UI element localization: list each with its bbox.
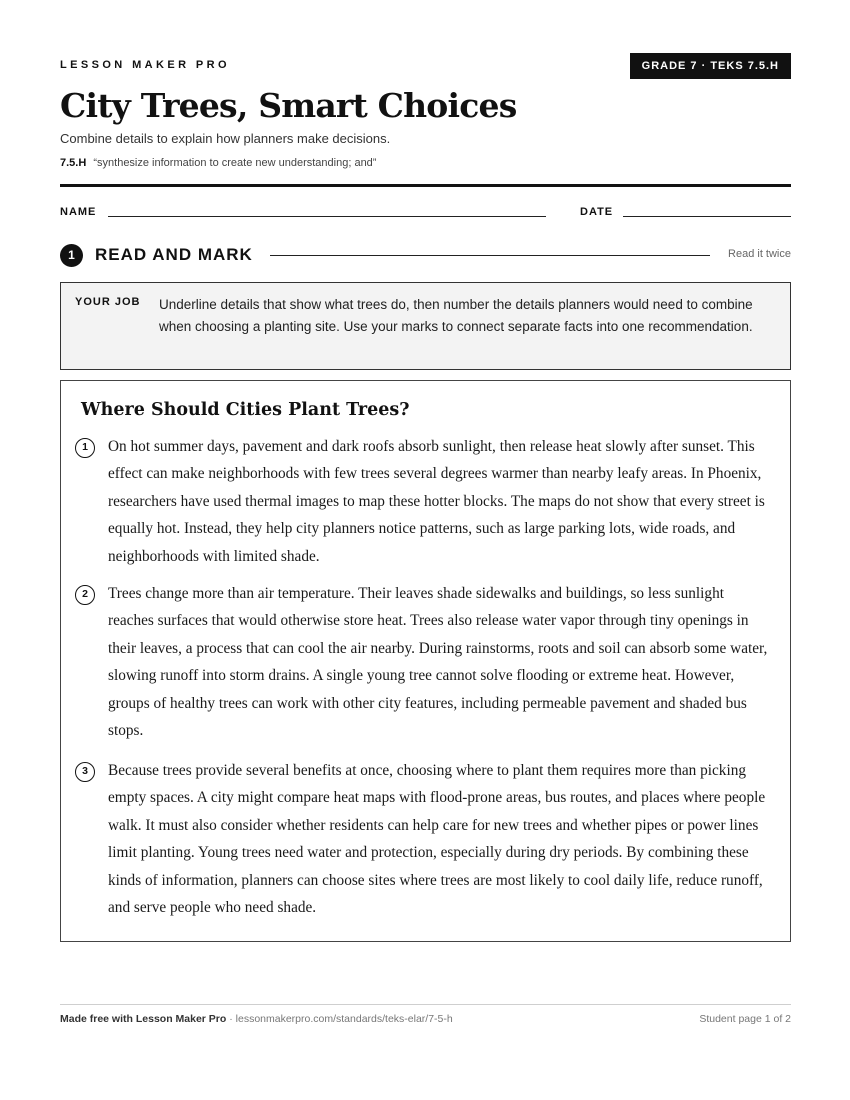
passage-title: Where Should Cities Plant Trees? <box>81 400 410 420</box>
name-label: NAME <box>60 206 97 218</box>
page-subtitle: Combine details to explain how planners make decisions. <box>60 131 391 146</box>
footer-maker: Made free with Lesson Maker Pro <box>60 1013 227 1025</box>
page-title: City Trees, Smart Choices <box>60 86 517 125</box>
name-field[interactable] <box>108 216 546 217</box>
footer-page-number: Student page 1 of 2 <box>699 1013 791 1025</box>
job-text: Underline details that show what trees do, then number the details planners would need to combine when choosing a planting site. Use your marks to connect separate facts into one recommendation. <box>159 297 753 334</box>
section-note: Read it twice <box>728 248 791 260</box>
reading-passage <box>60 380 791 942</box>
standard-line <box>60 157 376 169</box>
grade-badge: GRADE 7 · TEKS 7.5.H <box>630 53 791 79</box>
date-label: DATE <box>580 206 614 218</box>
job-label: YOUR JOB <box>75 296 141 308</box>
standard-code: 7.5.H <box>60 157 87 169</box>
worksheet-page <box>60 0 791 1100</box>
footer-credit <box>60 1013 453 1025</box>
paragraph-number: 3 <box>75 762 95 782</box>
section-title: READ AND MARK <box>95 245 253 264</box>
paragraph-number: 2 <box>75 585 95 605</box>
header-divider <box>60 184 791 187</box>
date-field[interactable] <box>623 216 791 217</box>
section-number-badge: 1 <box>60 244 83 267</box>
footer-divider <box>60 1004 791 1005</box>
paragraph-text: Trees change more than air temperature. Their leaves shade sidewalks and buildings, so less sunlight reaches surfaces that would otherwise store heat. Trees also release water vapor through tiny openings in their leaves, a process that can cool the air nearby. During rainstorms, roots and soil can absorb some water, slowing runoff into storm drains. A single young tree cannot solve flooding or extreme heat. However, groups of healthy trees can work with other city features, including permeable pavement and shaded bus stops. <box>108 585 768 740</box>
section-divider <box>270 255 710 256</box>
footer-url[interactable]: · lessonmakerpro.com/standards/teks-elar/7-5-h <box>226 1013 453 1025</box>
paragraph-text: Because trees provide several benefits at once, choosing where to plant them requires more than picking empty spaces. A city might compare heat maps with flood-prone areas, bus routes, and places where people walk. It must also consider whether residents can help care for new trees and whether pipes or power lines limit planting. Young trees need water and protection, especially during dry periods. By combining these kinds of information, planners can choose sites where trees are most likely to cool daily life, reduce runoff, and serve people who need shade. <box>108 762 766 917</box>
brand-name: LESSON MAKER PRO <box>60 59 230 71</box>
paragraph-number: 1 <box>75 438 95 458</box>
paragraph-text: On hot summer days, pavement and dark roofs absorb sunlight, then release heat slowly after sunset. This effect can make neighborhoods with few trees several degrees warmer than nearby leafy areas. In Phoenix, researchers have used thermal images to map these hotter blocks. The maps do not show that every street is equally hot. Instead, they help city planners notice patterns, such as large parking lots, wide roads, and neighborhoods with limited shade. <box>108 438 765 565</box>
standard-text: “synthesize information to create new understanding; and” <box>93 157 377 169</box>
job-instructions-box <box>60 282 791 370</box>
